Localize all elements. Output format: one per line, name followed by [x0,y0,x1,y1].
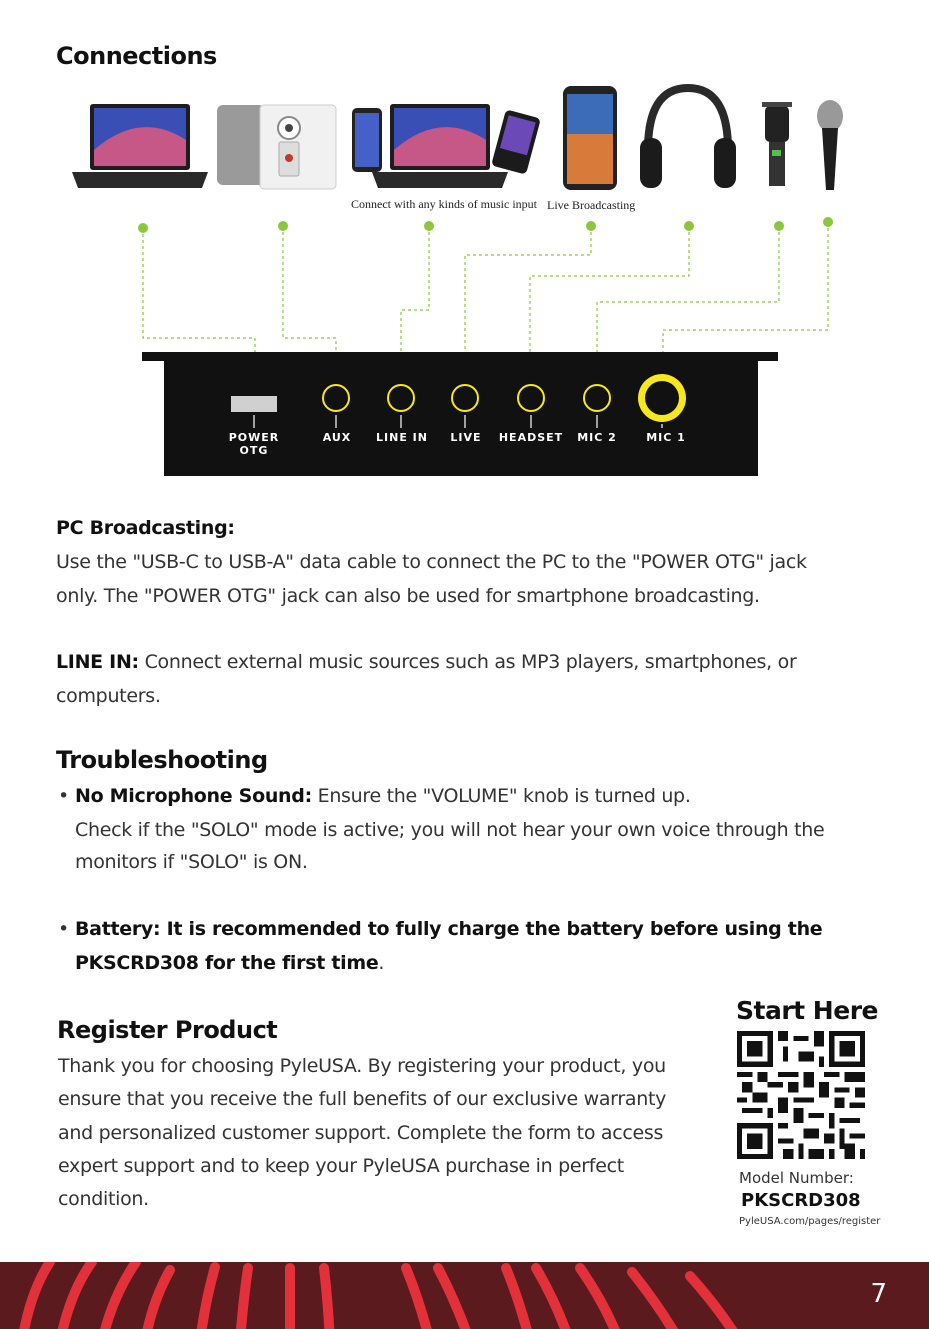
battery-line1: Battery: It is recommended to fully charge the battery before using the [75,918,823,940]
register-line3: and personalized customer support. Complete the form to access [58,1122,664,1144]
line-in-text: Connect external music sources such as MP3 players, smartphones, or [138,651,797,673]
jack-label-headset: HEADSET [498,431,564,444]
no-mic-sound-text: Ensure the "VOLUME" knob is turned up. [311,785,691,807]
line-in-jack [388,385,414,411]
register-line5: condition. [58,1188,149,1210]
troubleshooting-item1 [75,780,691,813]
battery-period: . [378,952,385,974]
register-url[interactable]: PyleUSA.com/pages/register [739,1216,881,1227]
page-number: 7 [870,1279,887,1309]
music-input-caption: Connect with any kinds of music input [351,197,537,211]
start-here-label: Start Here [736,996,878,1025]
mic2-jack [584,385,610,411]
condenser-mic-icon [762,102,792,186]
bullet-1: • [58,785,69,807]
smartphone-icon [352,108,382,172]
jack-label-aux: AUX [322,431,352,444]
jack-label-power-otg: POWER OTG [228,431,280,457]
jack-label-live: LIVE [450,431,482,444]
bullet-2: • [58,918,69,940]
pc-broadcasting-heading: PC Broadcasting: [56,517,235,539]
jack-label-mic2: MIC 2 [577,431,617,444]
battery-line2-text: PKSCRD308 for the first time [75,952,379,974]
troubleshooting-item1-line2: Check if the "SOLO" mode is active; you will not hear your own voice through the [75,819,825,841]
connections-title: Connections [56,42,217,70]
laptop-icon-2 [372,104,508,188]
battery-line2 [75,947,384,980]
speakers-icon [217,105,336,189]
footer-arcs-decoration [0,1262,929,1329]
model-number-label: Model Number: [739,1169,854,1187]
qr-code-icon[interactable] [737,1030,865,1160]
live-broadcasting-caption: Live Broadcasting [547,198,636,212]
model-number-value: PKSCRD308 [741,1190,861,1211]
jack-label-line-in: LINE IN [376,431,428,444]
pc-broadcasting-line1: Use the "USB-C to USB-A" data cable to connect the PC to the "POWER OTG" jack [56,551,807,573]
register-line1: Thank you for choosing PyleUSA. By registering your product, you [58,1055,666,1077]
no-mic-sound-label: No Microphone Sound: [75,785,312,807]
aux-jack [323,385,349,411]
smartphone-large-icon [563,86,617,190]
page-footer [0,1262,929,1329]
dynamic-mic-icon [817,100,843,190]
pc-broadcasting-line2: only. The "POWER OTG" jack can also be used for smartphone broadcasting. [56,585,760,607]
power-otg-port [231,396,277,412]
register-title: Register Product [57,1016,278,1044]
line-in-line2: computers. [56,685,161,707]
headset-jack [518,385,544,411]
troubleshooting-item1-line3: monitors if "SOLO" is ON. [75,851,308,873]
laptop-icon [72,104,208,188]
jack-label-mic1: MIC 1 [646,431,686,444]
troubleshooting-title: Troubleshooting [56,746,268,774]
register-line4: expert support and to keep your PyleUSA purchase in perfect [58,1155,624,1177]
register-line2: ensure that you receive the full benefits of our exclusive warranty [58,1088,667,1110]
live-jack [452,385,478,411]
panel-jacks [164,360,758,476]
line-in-label: LINE IN: [56,651,139,673]
line-in-paragraph [56,646,796,679]
headphones-icon [640,88,736,188]
mp3-player-icon [491,109,541,174]
